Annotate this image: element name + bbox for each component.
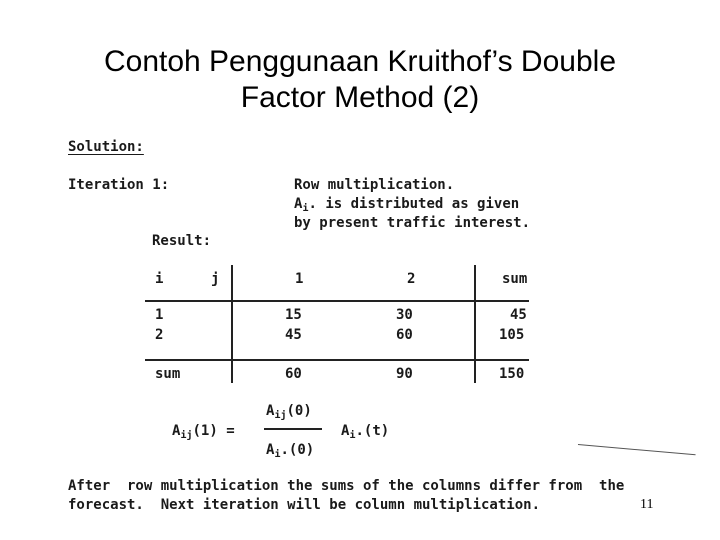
header-sum: sum — [502, 271, 528, 287]
row-1-index: 1 — [155, 307, 164, 323]
solution-label: Solution: — [68, 139, 144, 155]
row-mult-line-3: by present traffic interest. — [294, 215, 531, 231]
title-line-2: Factor Method (2) — [240, 81, 480, 114]
vertical-rule-left — [231, 265, 233, 383]
formula-numerator-text: (0) — [286, 403, 312, 419]
row-1-col-1: 15 — [285, 307, 302, 323]
row-2-col-2: 60 — [396, 327, 413, 343]
fraction-bar — [264, 428, 322, 430]
sum-rule — [145, 359, 529, 361]
formula-rhs: $A_i.(t)$ — [341, 423, 390, 441]
vertical-rule-right — [474, 265, 476, 383]
footer-line-1: After row multiplication the sums of the columns differ from the — [68, 478, 625, 494]
sum-row-sum: 150 — [499, 366, 525, 382]
row-2-col-1: 45 — [285, 327, 302, 343]
formula-lhs-text: (1) = — [192, 423, 235, 439]
row-2-index: 2 — [155, 327, 164, 343]
header-rule — [145, 300, 529, 302]
formula-rhs-text: (t) — [363, 423, 390, 439]
row-mult-line-2-text: is distributed as given — [316, 196, 520, 212]
formula-lhs: $A_{ij}(1)$ = — [172, 423, 235, 441]
header-i: i — [155, 271, 164, 287]
slide-title — [60, 44, 660, 116]
page-number: 11 — [640, 497, 654, 512]
row-mult-line-1: Row multiplication. — [294, 177, 455, 193]
row-1-sum: 45 — [510, 307, 527, 323]
formula-denominator: $A_i.(0)$ — [266, 442, 315, 460]
title-line-1: Contoh Penggunaan Kruithof’s Double — [103, 45, 617, 78]
sum-row-col-1: 60 — [285, 366, 302, 382]
row-1-col-2: 30 — [396, 307, 413, 323]
header-col-2: 2 — [407, 271, 416, 287]
footer-line-2: forecast. Next iteration will be column multiplication. — [68, 497, 541, 513]
formula-denominator-text: (0) — [288, 442, 315, 458]
header-col-1: 1 — [295, 271, 304, 287]
result-label: Result: — [152, 233, 212, 249]
header-j: j — [211, 271, 220, 287]
formula-numerator: $A_{ij}(0)$ — [266, 403, 312, 421]
sum-row-label: sum — [155, 366, 181, 382]
row-mult-line-2: $A_i$. is distributed as given — [294, 196, 520, 214]
row-2-sum: 105 — [499, 327, 525, 343]
iteration-label: Iteration 1: — [68, 177, 170, 193]
scan-artifact-line — [578, 444, 696, 455]
sum-row-col-2: 90 — [396, 366, 413, 382]
